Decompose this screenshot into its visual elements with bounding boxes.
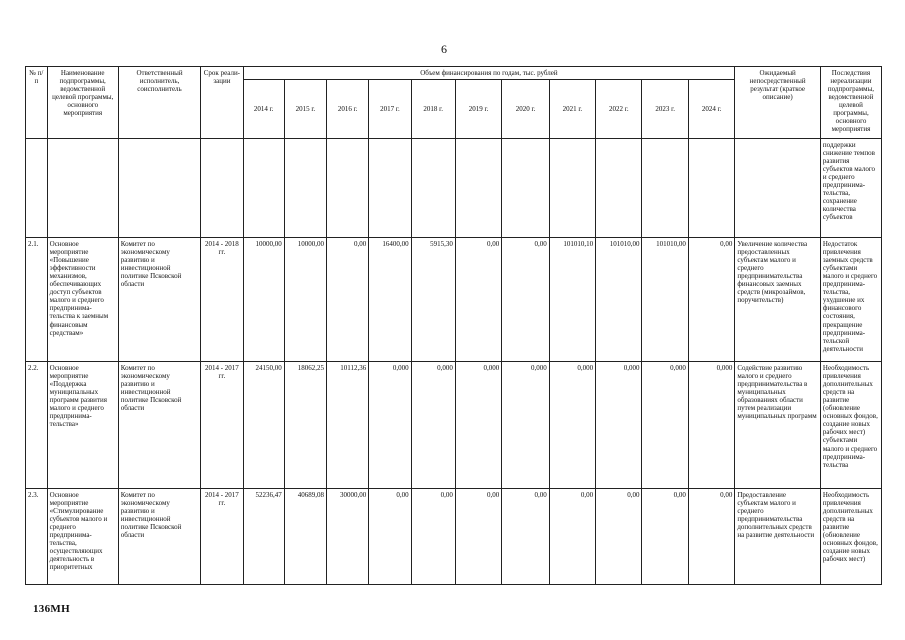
header-name: Наименование подпрограммы, ведомственной целевой программы, основного мероприятия xyxy=(47,67,118,139)
footer-code: 136МН xyxy=(33,603,70,615)
row-value: 101010,00 xyxy=(642,238,688,362)
header-year: 2024 г. xyxy=(688,80,734,139)
header-consequences: Последствия нереализации подпрограммы, ведомственной целевой программы, основного мероприятия xyxy=(820,67,881,139)
row-value: 0,00 xyxy=(642,489,688,585)
header-year: 2019 г. xyxy=(455,80,501,139)
row-value: 10112,36 xyxy=(327,362,369,489)
row-value: 0,00 xyxy=(502,238,549,362)
row-value: 0,000 xyxy=(455,362,501,489)
row-value: 0,00 xyxy=(688,238,734,362)
page-number: 6 xyxy=(441,42,447,56)
row-executor: Комитет по экономическому развитию и инвестиционной политике Псковской области xyxy=(118,362,200,489)
row-executor: Комитет по экономическому развитию и инвестиционной политике Псковской области xyxy=(118,489,200,585)
row-value: 101010,10 xyxy=(549,238,595,362)
header-year: 2017 г. xyxy=(369,80,411,139)
table-row xyxy=(26,489,882,585)
row-value: 18062,25 xyxy=(284,362,326,489)
row-value: 0,00 xyxy=(455,489,501,585)
row-num: 2.2. xyxy=(26,362,48,489)
row-value: 0,000 xyxy=(549,362,595,489)
header-result: Ожидаемый непосредственный результат (краткое описание) xyxy=(735,67,821,139)
row-num: 2.1. xyxy=(26,238,48,362)
row-name: Основное мероприятие «Поддержка муниципальных программ развития малого и среднего предпринима-тельства» xyxy=(47,362,118,489)
header-year: 2016 г. xyxy=(327,80,369,139)
row-result: Предоставление субъектам малого и среднего предпринимательства дополнительных средств на развитие деятельности xyxy=(735,489,821,585)
header-year: 2021 г. xyxy=(549,80,595,139)
row-result: Содействие развитию малого и среднего предпринимательства в муниципальных образованиях области путем реализации муниципальных программ xyxy=(735,362,821,489)
row-value: 16400,00 xyxy=(369,238,411,362)
row-value: 0,000 xyxy=(502,362,549,489)
continuation-text: поддержки снижение темпов развития субъектов малого и среднего предпринима-тельства, сохранение количества субъектов xyxy=(820,139,881,238)
row-value: 0,00 xyxy=(369,489,411,585)
header-executor: Ответственный исполнитель, соисполнитель xyxy=(118,67,200,139)
row-name: Основное мероприятие «Повышение эффективности механизмов, обеспечивающих доступ субъектов малого и среднего предпринима-тельства к заемным финансовым средствам» xyxy=(47,238,118,362)
row-value: 10000,00 xyxy=(243,238,284,362)
row-value: 0,00 xyxy=(596,489,642,585)
header-year: 2023 г. xyxy=(642,80,688,139)
row-value: 0,00 xyxy=(549,489,595,585)
header-term: Срок реали-зации xyxy=(201,67,243,139)
row-value: 0,000 xyxy=(642,362,688,489)
row-consequences: Необходимость привлечения дополнительных средств на развитие (обновление основных фондов, создание новых рабочих мест) субъектами малого и среднего предпринима-тельства xyxy=(820,362,881,489)
header-row xyxy=(26,67,882,80)
header-year: 2015 г. xyxy=(284,80,326,139)
row-value: 30000,00 xyxy=(327,489,369,585)
table-row xyxy=(26,238,882,362)
row-value: 0,000 xyxy=(688,362,734,489)
continuation-row xyxy=(26,139,882,238)
row-value: 101010,00 xyxy=(596,238,642,362)
row-name: Основное мероприятие «Стимулирование субъектов малого и среднего предпринима-тельства, осуществляющих деятельность в приоритетных xyxy=(47,489,118,585)
row-value: 5915,30 xyxy=(411,238,455,362)
header-funding: Объем финансирования по годам, тыс. рублей xyxy=(243,67,735,80)
row-value: 0,00 xyxy=(502,489,549,585)
row-value: 0,00 xyxy=(327,238,369,362)
row-executor: Комитет по экономическому развитию и инвестиционной политике Псковской области xyxy=(118,238,200,362)
row-num: 2.3. xyxy=(26,489,48,585)
row-result: Увеличение количества предоставленных субъектам малого и среднего предпринимательства финансовых заемных средств (микрозаймов, поручительств) xyxy=(735,238,821,362)
row-consequences: Необходимость привлечения дополнительных средств на развитие (обновление основных фондов, создание новых рабочих мест) xyxy=(820,489,881,585)
row-consequences: Недостаток привлечения заемных средств субъектами малого и среднего предпринима-тельства, ухудшение их финансового состояния, прекращение предпринима-тельской деятельности xyxy=(820,238,881,362)
row-value: 0,00 xyxy=(688,489,734,585)
row-value: 52236,47 xyxy=(243,489,284,585)
funding-table xyxy=(25,66,882,585)
header-num: № п/п xyxy=(26,67,48,139)
row-value: 0,000 xyxy=(369,362,411,489)
row-value: 0,000 xyxy=(411,362,455,489)
header-year: 2020 г. xyxy=(502,80,549,139)
row-value: 0,00 xyxy=(455,238,501,362)
row-value: 40689,08 xyxy=(284,489,326,585)
header-year: 2022 г. xyxy=(596,80,642,139)
row-term: 2014 - 2017 гг. xyxy=(201,362,243,489)
row-term: 2014 - 2018 гг. xyxy=(201,238,243,362)
header-year: 2018 г. xyxy=(411,80,455,139)
row-value: 24150,00 xyxy=(243,362,284,489)
table-row xyxy=(26,362,882,489)
row-term: 2014 - 2017 гг. xyxy=(201,489,243,585)
header-year: 2014 г. xyxy=(243,80,284,139)
row-value: 0,000 xyxy=(596,362,642,489)
row-value: 0,00 xyxy=(411,489,455,585)
row-value: 10000,00 xyxy=(284,238,326,362)
